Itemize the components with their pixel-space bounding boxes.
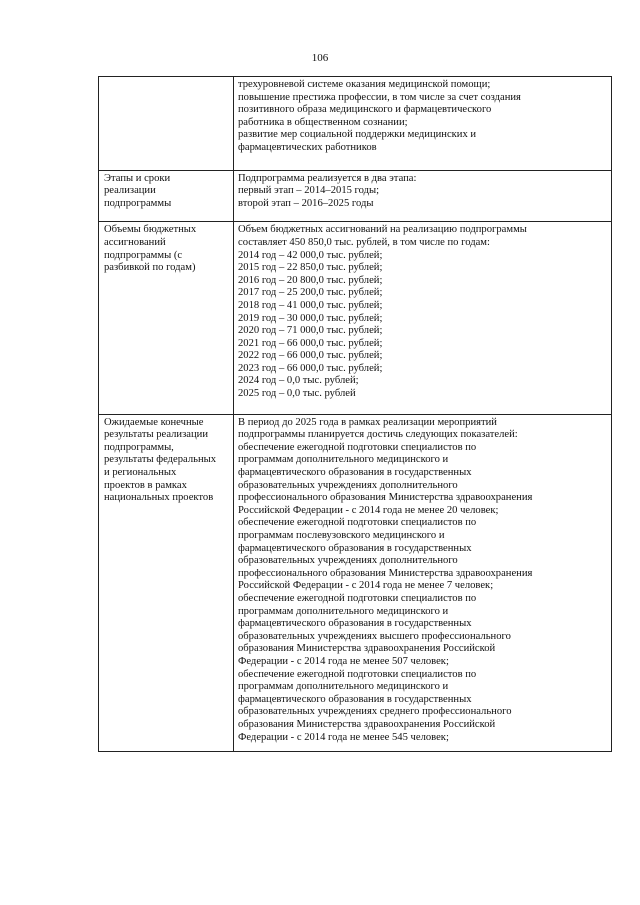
cell-bottom-spacing	[238, 210, 607, 218]
content-line: составляет 450 850,0 тыс. рублей, в том числе по годам:	[238, 236, 490, 248]
content-line: 2025 год – 0,0 тыс. рублей	[238, 388, 356, 400]
cell-bottom-spacing	[238, 744, 607, 748]
content-line: В период до 2025 года в рамках реализации мероприятий	[238, 416, 497, 428]
content-line: Федерации - с 2014 года не менее 545 человек;	[238, 731, 449, 743]
label-line: Этапы и сроки	[104, 172, 171, 184]
content-line: 2020 год – 71 000,0 тыс. рублей;	[238, 325, 383, 337]
label-line: результаты реализации	[104, 429, 208, 441]
row-label-cell	[99, 414, 234, 751]
table-body	[99, 77, 612, 752]
label-line: проектов в рамках	[104, 479, 187, 491]
content-line: программам дополнительного медицинского и	[238, 605, 449, 617]
content-line: Федерации - с 2014 года не менее 507 человек;	[238, 655, 449, 667]
content-line: фармацевтического образования в государственных	[238, 467, 472, 479]
content-line: 2021 год – 66 000,0 тыс. рублей;	[238, 337, 383, 349]
label-line: разбивкой по годам)	[104, 262, 196, 274]
content-line: обеспечение ежегодной подготовки специалистов по	[238, 517, 477, 529]
table-row	[99, 170, 612, 222]
content-line: профессионального образования Министерства здравоохранения	[238, 492, 533, 504]
content-line: 2017 год – 25 200,0 тыс. рублей;	[238, 287, 383, 299]
row-content-cell	[234, 222, 612, 414]
row-label-cell	[99, 170, 234, 222]
content-line: 2015 год – 22 850,0 тыс. рублей;	[238, 262, 383, 274]
content-line: развитие мер социальной поддержки медицинских и	[238, 129, 477, 141]
content-line: 2018 год – 41 000,0 тыс. рублей;	[238, 299, 383, 311]
content-line: образовательных учреждениях дополнительного	[238, 555, 458, 567]
subprogram-passport-table	[98, 76, 612, 752]
content-line: обеспечение ежегодной подготовки специалистов по	[238, 668, 477, 680]
content-line: фармацевтического образования в государственных	[238, 618, 472, 630]
content-line: Российской Федерации - с 2014 года не менее 7 человек;	[238, 580, 494, 592]
content-line: профессионального образования Министерства здравоохранения	[238, 567, 533, 579]
content-line: повышение престижа профессии, в том числе за счет создания	[238, 91, 521, 103]
row-label-cell	[99, 77, 234, 171]
content-line: второй этап – 2016–2025 годы	[238, 197, 374, 209]
content-line: 2019 год – 30 000,0 тыс. рублей;	[238, 312, 383, 324]
content-line: первый этап – 2014–2015 годы;	[238, 185, 380, 197]
content-line: 2022 год – 66 000,0 тыс. рублей;	[238, 350, 383, 362]
content-line: Российской Федерации - с 2014 года не менее 20 человек;	[238, 504, 499, 516]
content-line: программам послевузовского медицинского и	[238, 530, 445, 541]
content-line: трехуровневой системе оказания медицинской помощи;	[238, 79, 491, 90]
label-line: подпрограммы,	[104, 441, 174, 453]
cell-bottom-spacing	[238, 401, 607, 411]
content-line: обеспечение ежегодной подготовки специалистов по	[238, 592, 477, 604]
content-line: Объем бюджетных ассигнований на реализацию подпрограммы	[238, 224, 527, 236]
label-line: ассигнований	[104, 236, 166, 248]
content-line: подпрограммы планируется достичь следующих показателей:	[238, 429, 518, 441]
content-line: образовательных учреждениях дополнительного	[238, 479, 458, 491]
content-line: 2014 год – 42 000,0 тыс. рублей;	[238, 249, 383, 261]
row-label-cell	[99, 222, 234, 414]
content-line: позитивного образа медицинского и фармацевтического	[238, 104, 492, 116]
label-line: Ожидаемые конечные	[104, 416, 204, 428]
table-row	[99, 414, 612, 751]
content-line: образовательных учреждениях среднего профессионального	[238, 706, 512, 718]
content-line: 2016 год – 20 800,0 тыс. рублей;	[238, 274, 383, 286]
content-line: 2023 год – 66 000,0 тыс. рублей;	[238, 362, 383, 374]
content-line: обеспечение ежегодной подготовки специалистов по	[238, 441, 477, 453]
cell-bottom-spacing	[238, 155, 607, 167]
label-line: национальных проектов	[104, 492, 214, 504]
content-line: Подпрограмма реализуется в два этапа:	[238, 172, 417, 184]
content-line: программам дополнительного медицинского и	[238, 681, 449, 693]
content-line: образовательных учреждениях высшего профессионального	[238, 630, 511, 642]
row-content-cell	[234, 170, 612, 222]
content-line: программам дополнительного медицинского и	[238, 454, 449, 466]
page-number: 106	[311, 52, 329, 64]
label-line: подпрограммы	[104, 197, 172, 209]
row-content-cell	[234, 77, 612, 171]
content-line: 2024 год – 0,0 тыс. рублей;	[238, 375, 359, 387]
content-line: фармацевтического образования в государственных	[238, 542, 472, 554]
content-line: образования Министерства здравоохранения Российской	[238, 718, 496, 730]
row-content-cell	[234, 414, 612, 751]
label-line: результаты федеральных	[104, 454, 217, 466]
label-line: подпрограммы (с	[104, 249, 183, 261]
label-line: Объемы бюджетных	[104, 224, 197, 236]
content-line: работника в общественном сознании;	[238, 116, 408, 128]
table-row	[99, 222, 612, 414]
label-line: и региональных	[104, 467, 177, 479]
content-line: фармацевтического образования в государственных	[238, 693, 472, 705]
label-line: реализации	[104, 185, 156, 197]
table-row	[99, 77, 612, 171]
content-line: образования Министерства здравоохранения Российской	[238, 643, 496, 655]
content-line: фармацевтических работников	[238, 141, 377, 153]
